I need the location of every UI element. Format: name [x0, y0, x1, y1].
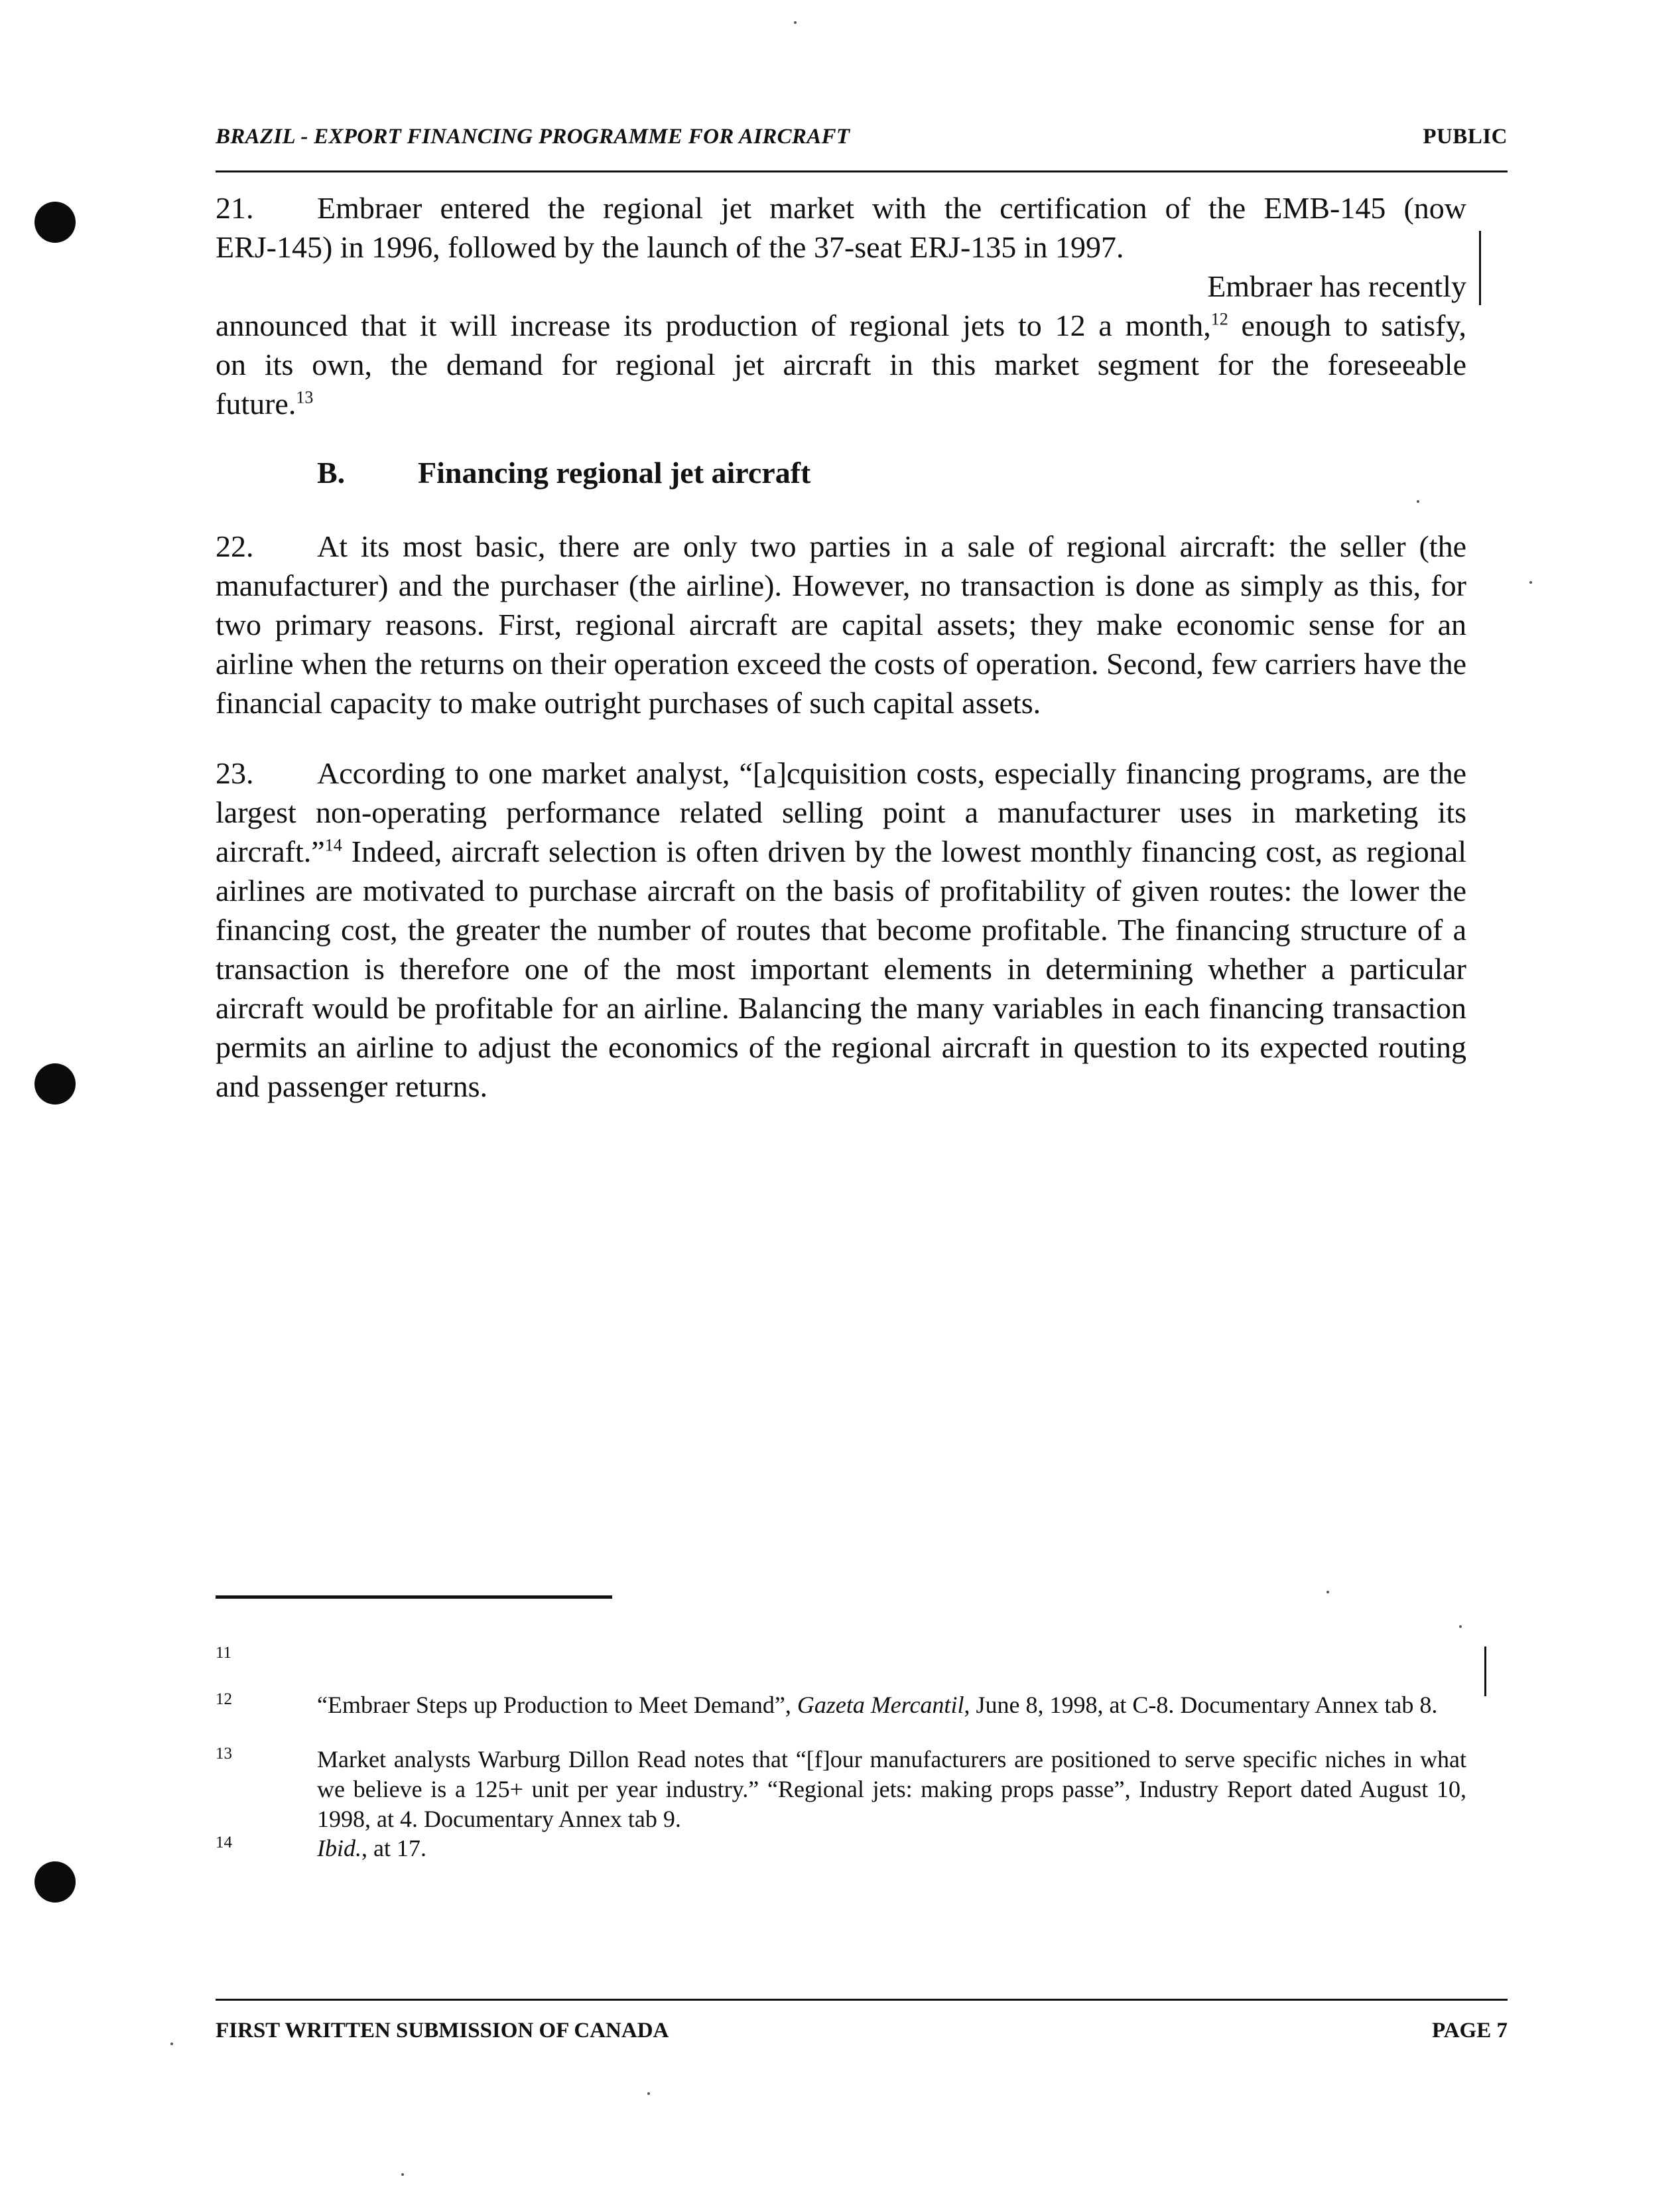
text-run: Market analysts Warburg Dillon Read notes that “[f]our manufacturers are positioned to serve specific niches in what we believe is a 125+ unit per year industry.” “Regional jets: making props passe”, Industry Report dated August 10, 1998, at 4. Documentary Annex tab 9. [317, 1746, 1466, 1832]
footnote-text [317, 1834, 1466, 1863]
footnote-ref-12[interactable]: 12 [1210, 309, 1228, 329]
scan-speck [1326, 1591, 1329, 1593]
paragraph-21-line: on its own, the demand for regional jet aircraft in this market segment for the foreseeable [216, 348, 1466, 381]
binder-hole-top [34, 202, 76, 243]
footnote-14 [216, 1834, 1466, 1863]
running-header [216, 125, 1508, 155]
footnote-ref-14[interactable]: 14 [324, 835, 342, 855]
paragraph-text: According to one market analyst, “[a]cquisition costs, especially financing programs, are the largest non-operating performance related selling point a manufacturer uses in marketing its aircraft.” [216, 756, 1466, 868]
paragraph-number: 22. [216, 529, 254, 563]
text-run: future. [216, 387, 296, 421]
scan-speck [1459, 1625, 1462, 1628]
paragraph-text: Embraer entered the regional jet market with the certification of the EMB-145 (now [317, 191, 1466, 225]
footnote-separator [216, 1595, 612, 1599]
scan-speck [401, 2173, 404, 2176]
scan-speck [794, 21, 797, 24]
paragraph-21-line [216, 188, 1466, 228]
paragraph-21 [216, 188, 1466, 423]
paragraph-23 [216, 754, 1466, 1106]
binder-hole-bottom [34, 1861, 76, 1903]
paragraph-number: 23. [216, 756, 254, 790]
scan-speck [647, 2092, 650, 2095]
paragraph-number: 21. [216, 191, 254, 225]
italic-run: Ibid. [317, 1835, 361, 1861]
scan-speck [1417, 500, 1419, 503]
paragraph-22 [216, 527, 1466, 722]
paragraph-text: Indeed, aircraft selection is often driven by the lowest monthly financing cost, as regional airlines are motivated to purchase aircraft on the basis of profitability of given routes: the lower the financing cost, the greater the number of routes that become profitable. The financing structure of a transaction is therefore one of the most important elements in determining whether a particular aircraft would be profitable for an airline. Balancing the many variables in each financing transaction permits an airline to adjust the economics of the regional aircraft in question to its expected routing and passenger returns. [216, 835, 1466, 1103]
text-run: , June 8, 1998, at C-8. Documentary Annex tab 8. [964, 1692, 1438, 1718]
footnote-12 [216, 1690, 1466, 1720]
footnote-number: 14 [216, 1834, 232, 1851]
italic-run: Gazeta Mercantil [797, 1692, 964, 1718]
footer-title: FIRST WRITTEN SUBMISSION OF CANADA [216, 2019, 669, 2043]
document-title: BRAZIL - EXPORT FINANCING PROGRAMME FOR AIRCRAFT [216, 125, 850, 149]
paragraph-21-line [216, 384, 1466, 423]
binder-hole-middle [34, 1063, 76, 1105]
classification-label: PUBLIC [1423, 125, 1508, 149]
paragraph-21-line-text [216, 306, 1466, 345]
text-run: announced that it will increase its production of regional jets to 12 a month, [216, 308, 1211, 342]
paragraph-21-line: ERJ-145) in 1996, followed by the launch of the 37-seat ERJ-135 in 1997. [216, 230, 1124, 264]
text-run: , at 17. [361, 1835, 426, 1861]
footnote-text [317, 1745, 1466, 1834]
footnote-number: 12 [216, 1690, 232, 1708]
header-rule [216, 170, 1508, 172]
paragraph-text: At its most basic, there are only two parties in a sale of regional aircraft: the seller (the manufacturer) and the purchaser (the airline). However, no transaction is done as simply as this, for two primary reasons. First, regional aircraft are capital assets; they make economic sense for an airline when the returns on their operation exceed the costs of operation. Second, few carriers have the financial capacity to make outright purchases of such capital assets. [216, 529, 1466, 720]
page-number: PAGE 7 [1432, 2019, 1508, 2043]
footer-rule [216, 1999, 1508, 2001]
paragraph-21-line: Embraer has recently [1207, 269, 1466, 303]
paragraph-21-line [216, 306, 1466, 345]
footnote-text [317, 1690, 1466, 1720]
text-run: “Embraer Steps up Production to Meet Demand”, [317, 1692, 797, 1718]
footnote-number: 13 [216, 1745, 232, 1763]
revision-bar [1479, 231, 1481, 305]
footnote-ref-13[interactable]: 13 [296, 387, 314, 407]
revision-bar [1484, 1646, 1486, 1696]
section-heading: Financing regional jet aircraft [418, 456, 811, 490]
scan-speck [170, 2043, 173, 2045]
section-letter: B. [317, 456, 346, 490]
text-run: enough to satisfy, [1228, 308, 1466, 342]
scan-speck [1529, 581, 1532, 584]
footnote-number: 11 [216, 1644, 232, 1662]
footnote-13 [216, 1745, 1466, 1834]
